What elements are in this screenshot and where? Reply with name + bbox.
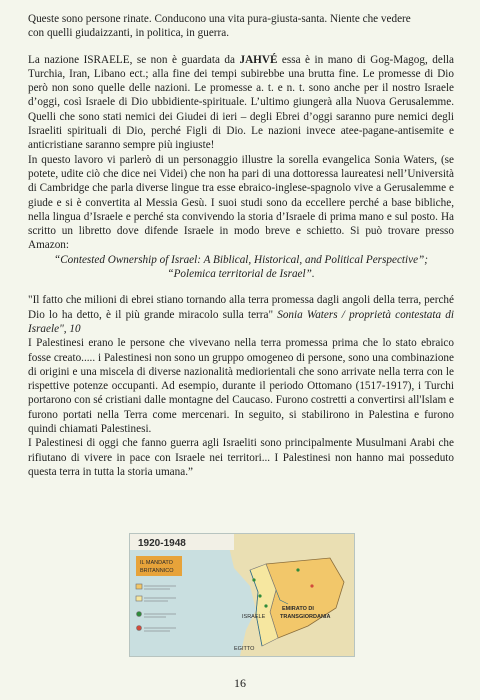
intro-paragraph <box>28 12 454 41</box>
transjordan-label-1: EMIRATO DI <box>282 606 314 612</box>
palestinians-paragraph-1: I Palestinesi erano le persone che vivevano nella terra promessa prima che lo stato ebraico fosse creato..... i Palestinesi non sono un gruppo omogeneo di persone, sono una combinazione di origini e una miscela di diverse nazionalità mediorientali che sono arrivate nella terra con le rispettive potenze occupanti. Ad esempio, durante il periodo Ottomano (1517-1917), i Turchi portarono con sé cristiani dalle montagne del Caucaso. Furono costretti a convertirsi all'Islam e furono portati nella Terra come mercenari. In seguito, si stabilirono in Palestina e furono quindi chiamati Palestinesi. <box>28 337 454 436</box>
map-title: 1920-1948 <box>138 538 186 549</box>
egypt-label: EGITTO <box>234 646 255 652</box>
nation-text-start: La nazione ISRAELE, se non è guardata da <box>28 53 240 66</box>
quote-source: Sonia Waters / proprietà contestata di Israele", 10 <box>28 308 455 335</box>
mandate-map <box>130 534 354 656</box>
nation-text-end: essa è in mano di Gog-Magog, della Turchia, Iran, Libano ect.; alla fine dei tempi subirebbe una brutta fine. Le promesse di Dio però non sono quelle delle nazioni. Le promesse a. t. e n. t. sono anche per il nostro Israele d’oggi, così Israele di Dio ubbidiente-spirituale. L’ultimo giungerà alla Nuova Gerusalemme. Quelli che sono stati nemici dei Giudei di ieri – degli Ebrei d’oggi saranno pure nemici degli Israeliti spirituali di Dio, perché Figli di Dio. Le nazioni invece atee-pagane-antisemite e anticristiane saranno sempre più ingiuste! <box>28 53 454 152</box>
palestinians-paragraph-2: I Palestinesi di oggi che fanno guerra agli Israeliti sono principalmente Musulmani Arabi che rifiutano di vivere in pace con Israele nei territori... I Palestinesi non hanno mai posseduto questa terra in tutta la storia umana.” <box>28 437 454 478</box>
jahve-word: JAHVÉ <box>239 53 278 66</box>
transjordan-label-2: TRANSGIORDANIA <box>280 614 331 620</box>
quote-text: "Il fatto che milioni di ebrei stiano tornando alla terra promessa dagli angoli della terra, perché Dio lo ha detto, è il più grande miracolo sulla terra" <box>28 294 454 321</box>
mandate-box-line-2: BRITANNICO <box>140 568 174 574</box>
book-title-it: “Polemica territorial de Israel”. <box>167 268 315 281</box>
page-number: 16 <box>234 676 246 690</box>
israel-label: ISRAELE <box>242 614 266 620</box>
mandate-map-figure <box>129 533 355 657</box>
quote-paragraph <box>28 293 454 336</box>
nation-paragraph <box>28 53 454 153</box>
sonia-paragraph: In questo lavoro vi parlerò di un personaggio illustre la sorella evangelica Sonia Waters, (se potete, udite ciò che dice nei Videi) che non ha pari di una dottoressa laureatesi nell’Università di Cambridge che parla diverse lingue tra esse ebraico-inglese-spagnolo vive a Gerusalemme e giude e si è convertita al Messia Gesù. I suoi studi sono da eccellere perché a base bibliche, nella lingua d’Israele e perché sta convivendo la storia d’Israele di prima mano e sul posto. Ha scritto un libretto dove difende Israele in modo breve e schietto. Si può trovare presso Amazon: <box>28 153 454 252</box>
mandate-box-line-1: IL MANDATO <box>140 560 173 566</box>
book-title-en: “Contested Ownership of Israel: A Biblical, Historical, and Political Perspective”; <box>53 253 429 266</box>
body-text <box>28 12 454 479</box>
intro-line-2: con quelli giudaizzanti, in politica, in guerra. <box>28 27 229 40</box>
intro-line-1: Queste sono persone rinate. Conducono una vita pura-giusta-santa. Niente che vedere <box>28 13 411 25</box>
